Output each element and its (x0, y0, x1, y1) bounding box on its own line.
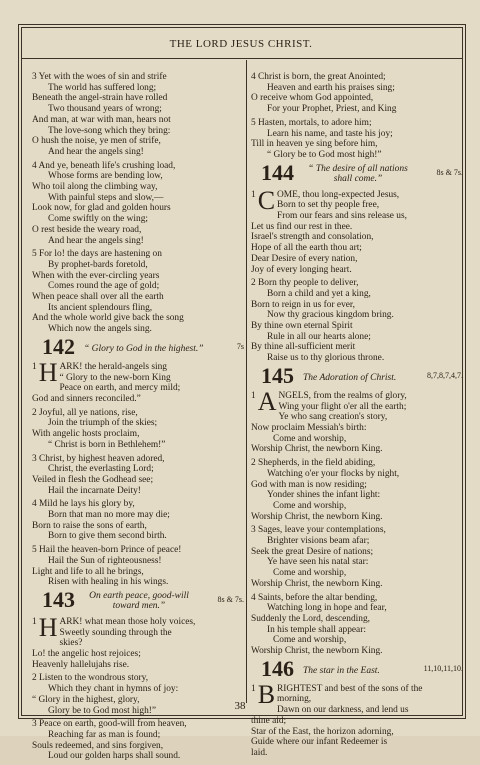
verse-line: O hush the noise, ye men of strife, (32, 136, 161, 147)
verse-line: Wing your flight o'er all the earth; (278, 401, 407, 412)
hymn-meter: 8,7,8,7,4,7. (427, 370, 463, 380)
right-column (251, 72, 463, 762)
hymn-first-stanza (251, 190, 463, 276)
verse-line: Star of the East, the horizon adorning, (251, 726, 394, 737)
verse-line: And hear the angels sing! (48, 146, 144, 157)
verse-line: Watching o'er your flocks by night, (267, 468, 400, 479)
verse-line: And hear the angels sing! (48, 235, 144, 246)
hymn-stanza (251, 278, 463, 364)
hymn-title-line: On earth peace, good-will (89, 590, 189, 601)
verse-line: God and sinners reconciled.” (32, 393, 141, 404)
verse-line: Heaven and earth his praises sing; (267, 82, 395, 93)
hymn-stanza (32, 719, 244, 762)
hymn-number: 142 (42, 333, 75, 359)
hymn-meter: 8s & 7s. (436, 167, 463, 177)
verse-line: With painful steps and slow,— (48, 192, 164, 203)
verse-line: Souls redeemed, and sins forgiven, (32, 740, 164, 751)
verse-line: 3 Christ, by highest heaven adored, (32, 453, 165, 464)
verse-line: thine aid; (251, 715, 287, 726)
verse-line: Look now, for glad and golden hours (32, 203, 171, 214)
drop-cap: A (257, 390, 277, 416)
verse-line: Light and life to all he brings, (32, 566, 144, 577)
verse-line: God with man is now residing; (251, 479, 367, 490)
verse-line: Israel's strength and consolation, (251, 232, 374, 243)
hymn-first-stanza (32, 617, 244, 671)
verse-line: Now thy gracious kingdom bring. (267, 310, 394, 321)
verse-line: 4 And ye, beneath life's crushing load, (32, 160, 176, 171)
hymn-meter: 11,10,11,10. (423, 663, 463, 673)
verse-line: Join the triumph of the skies; (48, 418, 158, 429)
verse-line: The love-song which they bring: (48, 125, 171, 136)
verse-line: Whose forms are bending low, (48, 171, 163, 182)
verse-line: Hail the Sun of righteousness! (48, 555, 162, 566)
verse-line: Joy of every longing heart. (251, 264, 352, 275)
verse-line: Worship Christ, the newborn King. (251, 578, 383, 589)
verse-line: Dawn on our darkness, and lend us (277, 705, 409, 716)
hymn-stanza (32, 249, 244, 335)
hymn-heading (32, 333, 244, 360)
verse-line: 3 Peace on earth, good-will from heaven, (32, 719, 187, 730)
hymn-title (80, 591, 198, 611)
verse-line: NGELS, from the realms of glory, (278, 390, 407, 401)
verse-line: 2 Born thy people to deliver, (251, 278, 359, 289)
verse-line: With angelic hosts proclaim, (32, 429, 140, 440)
hymn-number: 146 (261, 655, 294, 681)
verse-line: Brighter visions beam afar; (267, 536, 370, 547)
verse-line: ARK! what mean those holy voices, (59, 616, 196, 627)
hymn-stanza (32, 72, 244, 158)
verse-line: When peace shall over all the earth (32, 292, 164, 303)
hymn-title: The star in the East. (303, 665, 380, 676)
verse-line: “ Christ is born in Bethlehem!” (48, 439, 166, 450)
verse-line: “ Glory in the highest, glory, (32, 694, 140, 705)
stanza-number: 1 (32, 361, 37, 372)
stanza-number: 1 (32, 616, 37, 627)
verse-line: Hail the incarnate Deity! (48, 485, 141, 496)
verse-line: Till in heaven ye sing before him, (251, 139, 378, 150)
hymn-heading (251, 655, 463, 682)
verse-line: Come and worship, (273, 433, 347, 444)
verse-line: 5 For lo! the days are hastening on (32, 249, 162, 260)
verse-line: Worship Christ, the newborn King. (251, 646, 383, 657)
verse-line: laid. (251, 747, 268, 758)
verse-line: skies? (59, 638, 83, 649)
verse-line: Born a child and yet a king, (267, 288, 371, 299)
verse-line: Come and worship, (273, 568, 347, 579)
verse-line: Two thousand years of wrong; (48, 104, 162, 115)
hymn-title-line: “ The desire of all nations (308, 163, 408, 174)
verse-line: Risen with healing in his wings. (48, 577, 169, 588)
verse-line: RIGHTEST and best of the sons of the (277, 683, 423, 694)
verse-line: Rule in all our hearts alone; (267, 331, 371, 342)
verse-line: 4 Christ is born, the great Anointed; (251, 72, 386, 82)
verse-line: Christ, the everlasting Lord; (48, 464, 154, 475)
verse-line: Peace on earth, and mercy mild; (59, 383, 181, 394)
verse-line: O rest beside the weary road, (32, 224, 142, 235)
verse-line: O receive whom God appointed, (251, 93, 374, 104)
verse-line: Beneath the angel-strain have rolled (32, 93, 168, 104)
verse-line: And the whole world give back the song (32, 313, 184, 324)
drop-cap: C (257, 189, 276, 215)
verse-line: 4 Saints, before the altar bending, (251, 592, 378, 603)
page-header: THE LORD JESUS CHRIST. (169, 38, 313, 50)
stanza-number: 1 (251, 390, 256, 401)
verse-line: Heavenly hallelujahs rise. (32, 659, 130, 670)
verse-line: Guide where our infant Redeemer is (251, 737, 388, 748)
verse-line: Ye have seen his natal star: (267, 557, 369, 568)
verse-line: Ye who sang creation's story, (278, 412, 388, 423)
verse-line: Worship Christ, the newborn King. (251, 444, 383, 455)
verse-line: “ Glory be to God most high!” (267, 149, 382, 160)
verse-line: Born to raise the sons of earth, (32, 520, 147, 531)
verse-line: Which they chant in hymns of joy: (48, 684, 179, 695)
verse-line: Comes round the age of gold; (48, 281, 160, 292)
verse-line: Watching long in hope and fear, (267, 603, 387, 614)
verse-line: Its ancient splendours fling, (48, 302, 153, 313)
verse-line: By thine all-sufficient merit (251, 342, 356, 353)
verse-line: Let us find our rest in thee. (251, 221, 353, 232)
verse-line: Which now the angels sing. (48, 324, 152, 335)
verse-line: Come and worship, (273, 635, 347, 646)
hymn-stanza (32, 545, 244, 588)
verse-line: Loud our golden harps shall sound. (48, 751, 181, 762)
verse-line: When with the ever-circling years (32, 270, 160, 281)
verse-line: 4 Mild he lays his glory by, (32, 499, 135, 510)
hymn-title-line: toward men.” (112, 600, 166, 611)
verse-line: Glory be to God most high!” (48, 705, 157, 716)
verse-line: 5 Hasten, mortals, to adore him; (251, 117, 372, 128)
verse-line: The world has suffered long; (48, 82, 157, 93)
verse-line: Sweetly sounding through the (59, 627, 172, 638)
verse-line: Worship Christ, the newborn King. (251, 511, 383, 522)
verse-line: Suddenly the Lord, descending, (251, 613, 370, 624)
page-number: 38 (234, 700, 246, 712)
drop-cap: H (38, 616, 58, 642)
verse-line: Veiled in flesh the Godhead see; (32, 474, 154, 485)
hymn-stanza (32, 161, 244, 247)
hymn-meter: 8s & 7s. (217, 594, 244, 604)
header-rule (22, 58, 462, 59)
hymn-stanza (32, 499, 244, 542)
hymn-title: “ Glory to God in the highest.” (84, 343, 204, 354)
hymn-first-stanza (251, 391, 463, 455)
verse-line: Who toil along the climbing way, (32, 182, 158, 193)
verse-line: 3 Yet with the woes of sin and strife (32, 72, 167, 82)
verse-line: Now proclaim Messiah's birth: (251, 422, 367, 433)
hymn-stanza (251, 118, 463, 161)
hymn-first-stanza (251, 684, 463, 759)
hymn-heading (32, 586, 244, 615)
verse-line: By prophet-bards foretold, (48, 259, 148, 270)
verse-line: From our fears and sins release us, (277, 211, 407, 222)
verse-line: Seek the great Desire of nations; (251, 546, 374, 557)
hymn-stanza (251, 525, 463, 589)
verse-line: OME, thou long-expected Jesus, (277, 189, 400, 200)
verse-line: Come and worship, (273, 500, 347, 511)
verse-line: ARK! the herald-angels sing (59, 361, 167, 372)
verse-line: Born to set thy people free, (277, 200, 380, 211)
hymn-meter: 7s (236, 341, 244, 351)
stanza-number: 1 (251, 189, 256, 200)
verse-line: Learn his name, and taste his joy; (267, 128, 393, 139)
verse-line: Reaching far as man is found; (48, 729, 161, 740)
hymn-number: 144 (261, 159, 294, 185)
hymn-heading (251, 362, 463, 389)
column-divider (246, 60, 247, 703)
drop-cap: H (38, 361, 58, 387)
verse-line: And man, at war with man, hears not (32, 114, 171, 125)
hymn-heading (251, 159, 463, 188)
hymn-title-line: shall come.” (333, 173, 383, 184)
verse-line: Raise us to thy glorious throne. (267, 353, 385, 364)
verse-line: Born that man no more may die; (48, 510, 170, 521)
verse-line: 3 Sages, leave your contemplations, (251, 525, 386, 536)
verse-line: Yonder shines the infant light: (267, 490, 381, 501)
verse-line: Born to reign in us for ever, (251, 299, 356, 310)
hymn-number: 143 (42, 586, 75, 612)
stanza-number: 1 (251, 683, 256, 694)
hymn-number: 145 (261, 362, 294, 388)
hymn-stanza (251, 458, 463, 522)
verse-line: By thine own eternal Spirit (251, 321, 353, 332)
hymn-first-stanza (32, 362, 244, 405)
verse-line: 5 Hail the heaven-born Prince of peace! (32, 545, 182, 556)
verse-line: Born to give them second birth. (48, 531, 167, 542)
verse-line: Come swiftly on the wing; (48, 214, 148, 225)
left-column (32, 72, 244, 765)
verse-line: Dear Desire of every nation, (251, 253, 358, 264)
hymn-stanza (251, 593, 463, 657)
verse-line: “ Glory to the new-born King (59, 372, 171, 383)
verse-line: In his temple shall appear: (267, 624, 366, 635)
hymn-stanza (32, 454, 244, 497)
verse-line: 2 Shepherds, in the field abiding, (251, 458, 376, 469)
verse-line: 2 Joyful, all ye nations, rise, (32, 407, 138, 418)
hymn-stanza (32, 408, 244, 451)
hymn-title (299, 164, 417, 184)
verse-line: Lo! the angelic host rejoices; (32, 649, 141, 660)
verse-line: 2 Listen to the wondrous story, (32, 673, 149, 684)
verse-line: morning, (277, 694, 312, 705)
drop-cap: B (257, 683, 276, 709)
hymn-stanza (251, 72, 463, 115)
verse-line: For your Prophet, Priest, and King (267, 104, 397, 115)
hymn-title: The Adoration of Christ. (303, 372, 397, 383)
verse-line: Hope of all the earth thou art; (251, 243, 362, 254)
